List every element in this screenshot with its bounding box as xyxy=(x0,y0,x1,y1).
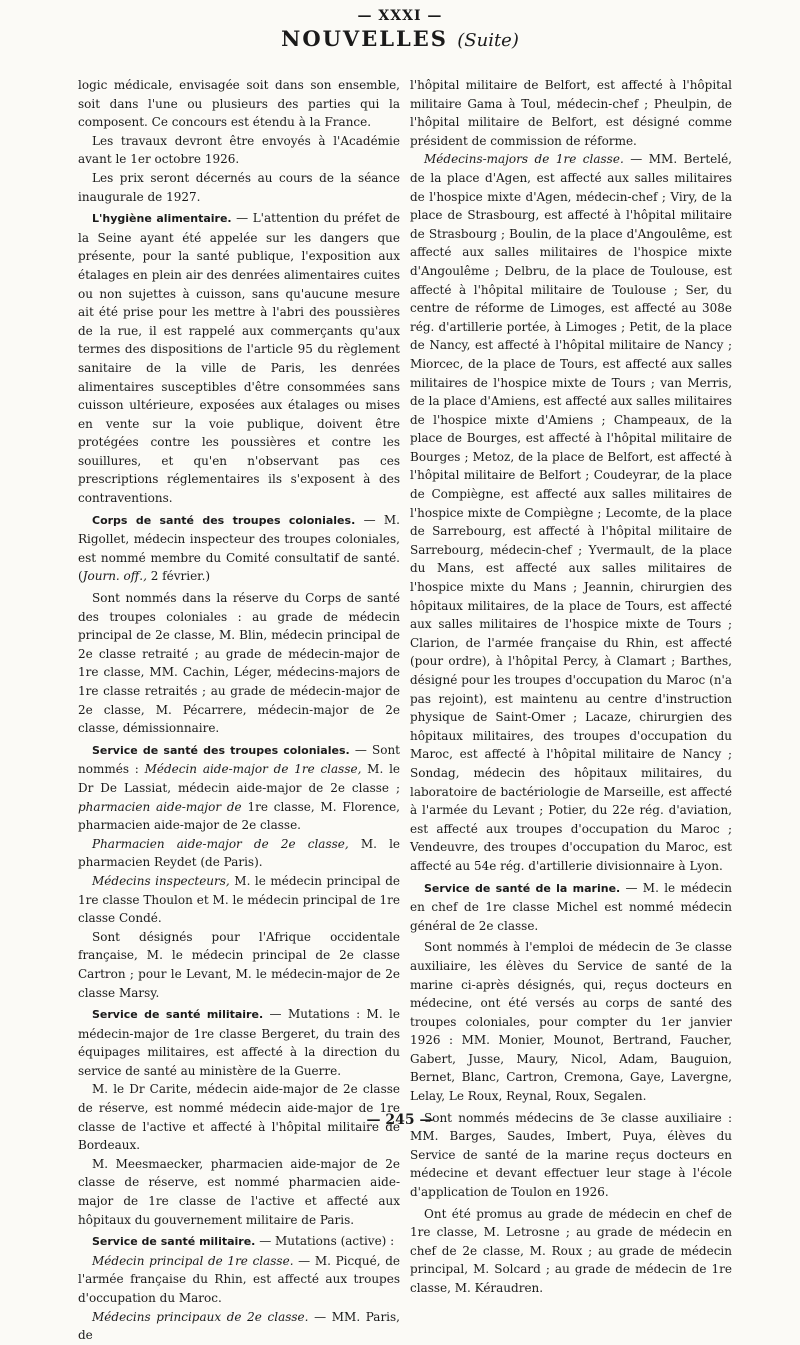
paragraph-text: 2 février.) xyxy=(146,569,211,584)
page-header xyxy=(0,8,800,51)
paragraph-pharmacien xyxy=(78,835,400,872)
paragraph: Sont nommés médecins de 3e classe auxiliaire : MM. Barges, Saudes, Imbert, Puya, élèves du Service de santé de la marine reçus docteurs en médecine et devant effectuer leur stage à l'école d'application de Toulon en 1926. xyxy=(410,1110,732,1200)
section-heading: Service de santé militaire. xyxy=(92,1235,256,1249)
paragraph-text: M. le Dr De Lassiat, médecin aide-major de 2e classe ; xyxy=(78,762,401,795)
paragraph: l'hôpital militaire de Belfort, est affecté à l'hôpital militaire Gama à Toul, médecin-chef ; Pheulpin, de l'hôpital militaire de Belfort, est désigné comme président de commission de réforme. xyxy=(410,78,732,148)
paragraph: M. le Dr Carite, médecin aide-major de 2e classe de réserve, est nommé médecin aide-major de 1re classe de l'active et affecté à l'hôpital militaire de Bordeaux. xyxy=(78,1082,400,1153)
paragraph-text: — MM. Bertelé, de la place d'Agen, est affecté aux salles militaires de l'hospice mixte d'Agen, médecin-chef ; Viry, de la place de Strasbourg, est affecté à l'hôpital militaire de Strasbourg ; Boulin, de la place d'Angoulême, est affecté aux salles militaires de l'hospice mixte d'Angoulême ; Delbru, de la place de Toulouse, est affecté à l'hôpital militaire de Toulouse ; Ser, du centre de réforme de Limoges, est affecté au 308e rég. d'artillerie portée, à Limoges ; Petit, de la place de Nancy, est affecté à l'hôpital militaire de Nancy ; Miorcec, de la place de Tours, est affecté aux salles militaires de l'hospice mixte de Tours ; van Merris, de la place d'Amiens, est affecté aux salles militaires de l'hospice mixte d'Amiens ; Champeaux, de la place de Bourges, est affecté à l'hôpital militaire de Bourges ; Metoz, de la place de Belfort, est affecté à l'hôpital militaire de Belfort ; Coudeyrar, de la place de Compiègne, est affecté aux salles militaires de l'hospice mixte de Compiègne ; Lecomte, de la place de Sarrebourg, est affecté à l'hôpital militaire de Sarrebourg, médecin-chef ; Yvermault, de la place du Mans, est affecté aux salles militaires de l'hospice mixte du Mans ; Jeannin, chirurgien des hôpitaux militaires, de la place de Tours, est affecté aux salles militaires de l'hospice mixte de Tours ; Clarion, de l'armée française du Rhin, est affecté (pour ordre), à l'hôpital Percy, à Clamart ; Barthes, désigné pour les troupes d'occupation du Maroc (n'a pas rejoint), est maintenu au centre d'instruction physique de Saint-Omer ; Lacaze, chirurgien des hôpitaux militaires, des troupes d'occupation du Maroc, est affecté à l'hôpital militaire de Nancy ; Sondag, médecin des hôpitaux militaires, du laboratoire de bactériologie de Marseille, est affecté à l'armée du Levant ; Potier, du 22e rég. d'aviation, est affecté aux troupes d'occupation du Maroc ; Vendeuvre, des troupes d'occupation du Maroc, est affecté au 54e rég. d'artillerie divisionnaire à Lyon. xyxy=(410,152,732,873)
paragraph: Les travaux devront être envoyés à l'Académie avant le 1er octobre 1926. xyxy=(78,133,400,167)
paragraph: M. Meesmaecker, pharmacien aide-major de 2e classe de réserve, est nommé pharmacien aide-major de 1re classe de l'active et affecté aux hôpitaux du gouvernement militaire de Paris. xyxy=(78,1156,400,1227)
section-title-suffix: (Suite) xyxy=(457,30,519,51)
paragraph: Sont désignés pour l'Afrique occidentale française, M. le médecin principal de 2e classe Cartron ; pour le Levant, M. le médecin-major de 2e classe Marsy. xyxy=(78,929,400,1000)
paragraph-text: M. le médecin principal de 1re classe Thoulon et M. le médecin principal de 1re classe Condé. xyxy=(78,873,400,926)
paragraph-inspecteurs xyxy=(78,872,400,928)
section-title xyxy=(0,26,800,51)
paragraph-text: — Mutations (active) : xyxy=(255,1234,395,1249)
page-number: — 245 — xyxy=(366,1112,434,1128)
paragraph-picque xyxy=(78,1252,400,1308)
section-heading: L'hygiène alimentaire. xyxy=(92,212,232,226)
paragraph-militaire-active xyxy=(78,1232,400,1252)
page-roman-number: — XXXI — xyxy=(357,8,443,24)
paragraph-militaire xyxy=(78,1005,400,1080)
section-heading: Service de santé des troupes coloniales. xyxy=(92,743,350,757)
italic-text: Pharmacien aide-major de 2e classe, xyxy=(92,836,349,851)
paragraph: Sont nommés dans la réserve du Corps de santé des troupes coloniales : au grade de médecin principal de 2e classe, M. Blin, médecin principal de 2e classe retraité ; au grade de médecin-major de 1re classe, MM. Cachin, Léger, médecins-majors de 1re classe retraités ; au grade de médecin-major de 2e classe, M. Pécarrere, médecin-major de 2e classe, démissionnaire. xyxy=(78,591,400,736)
paragraph: Les prix seront décernés au cours de la séance inaugurale de 1927. xyxy=(78,170,400,204)
paragraph-paris xyxy=(78,1308,400,1345)
paragraph-marine xyxy=(410,879,732,936)
italic-text: pharmacien aide-major de xyxy=(78,799,242,814)
paragraph-text: M. le pharmacien Reydet (de Paris). xyxy=(78,836,401,870)
left-column xyxy=(78,76,400,1345)
paragraph-medecins-majors xyxy=(410,150,732,875)
paragraph-text: — Sont nommés : xyxy=(78,742,400,777)
paragraph-text: — L'attention du préfet de la Seine ayant été appelée sur les dangers que présente, pour la santé publique, l'exposition aux étalages en plein air des denrées alimentaires cuites ou non sujettes à cuisson, sans qu'aucune mesure ait été prise pour les mettre à l'abri des poussières de la rue, il est rappelé aux commerçants qu'aux termes des dispositions de l'article 95 du règlement sanitaire de la ville de Paris, les denrées alimentaires susceptibles d'être consommées sans cuisson ultérieure, exposées aux étalages ou mises en vente sur la voie publique, doivent être protégées contre les poussières et contre les souillures, et qu'en n'observant pas ces prescriptions réglementaires ils s'exposent à des contraventions. xyxy=(78,211,400,506)
italic-text: Médecins inspecteurs, xyxy=(92,873,230,888)
paragraph-text: 1re classe, M. Florence, pharmacien aide-major de 2e classe. xyxy=(78,799,400,833)
paragraph: Ont été promus au grade de médecin en chef de 1re classe, M. Letrosne ; au grade de médecin en chef de 2e classe, M. Roux ; au grade de médecin principal, M. Solcard ; au grade de médecin de 1re classe, M. Kéraudren. xyxy=(410,1206,732,1295)
section-heading: Service de santé militaire. xyxy=(92,1008,264,1022)
section-title-text: NOUVELLES xyxy=(281,26,448,51)
paragraph: logic médicale, envisagée soit dans son ensemble, soit dans l'une ou plusieurs des parties qui la composent. Ce concours est étendu à la France. xyxy=(78,78,400,130)
source-citation: Journ. off., xyxy=(82,569,147,584)
paragraph-service-coloniales xyxy=(78,741,400,835)
italic-text: Médecins principaux de 2e classe. xyxy=(92,1309,309,1324)
paragraph-text: — Mutations : M. le médecin-major de 1re classe Bergeret, du train des équipages militaires, est affecté à la direction du service de santé au ministère de la Guerre. xyxy=(78,1007,400,1078)
paragraph: Sont nommés à l'emploi de médecin de 3e classe auxiliaire, les élèves du Service de santé de la marine ci-après désignés, qui, reçus docteurs en médecine, ont été versés au corps de santé des troupes coloniales, pour compter du 1er janvier 1926 : MM. Monier, Mounot, Bertrand, Faucher, Gabert, Jusse, Maury, Nicol, Adam, Bauguion, Bernet, Blanc, Cartron, Cremona, Gaye, Lavergne, Lelay, Le Roux, Reynal, Roux, Segalen. xyxy=(410,940,732,1104)
section-heading: Corps de santé des troupes coloniales. xyxy=(92,513,356,527)
italic-text: Médecin principal de 1re classe. xyxy=(92,1253,294,1268)
section-heading: Service de santé de la marine. xyxy=(424,881,621,895)
paragraph-text: — M. le médecin en chef de 1re classe Michel est nommé médecin général de 2e classe. xyxy=(410,880,732,933)
paragraph-text: — MM. Paris, de xyxy=(78,1309,400,1343)
italic-text: Médecin aide-major de 1re classe, xyxy=(144,762,362,777)
paragraph-corps xyxy=(78,511,400,586)
paragraph-text: — M. Picqué, de l'armée française du Rhin, est affecté aux troupes d'occupation du Maroc. xyxy=(78,1253,400,1305)
paragraph-hygiene xyxy=(78,209,400,508)
italic-text: Médecins-majors de 1re classe. xyxy=(424,152,624,167)
paragraph-text: — M. Rigollet, médecin inspecteur des troupes coloniales, est nommé membre du Comité consultatif de santé. ( xyxy=(78,512,400,584)
